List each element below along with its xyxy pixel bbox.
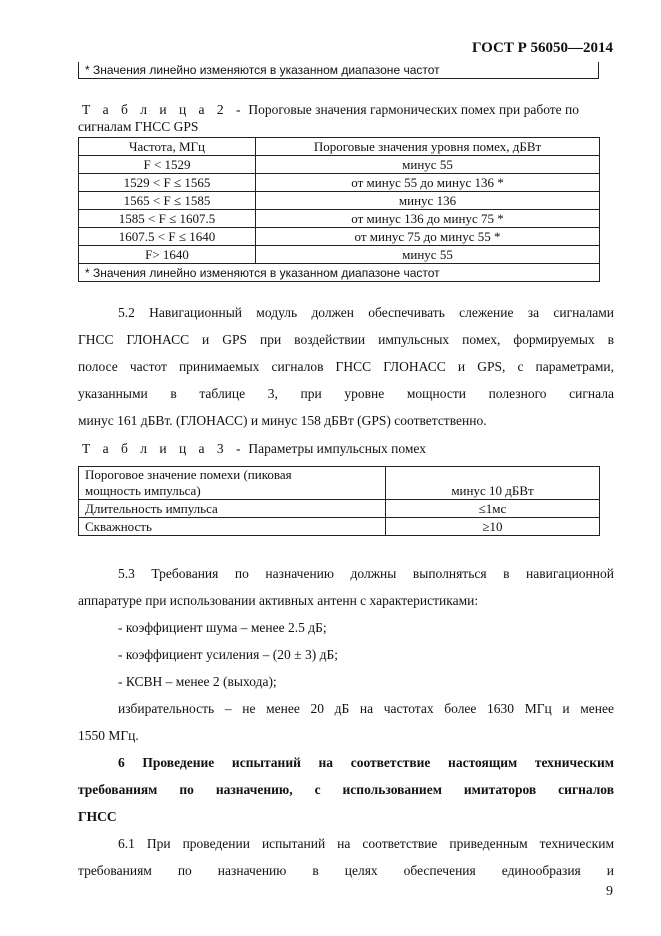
table2-caption — [82, 102, 612, 118]
table3-caption-text: Параметры импульсных помех — [248, 441, 426, 456]
parameter-cell — [79, 467, 386, 500]
antenna-characteristics-list — [78, 614, 614, 695]
frequency-cell: 1607.5 < F ≤ 1640 — [79, 228, 256, 246]
parameter-cell: Скважность — [79, 518, 386, 536]
paragraph-line: указанными в таблице 3, при уровне мощности полезного сигнала — [78, 386, 614, 401]
table-row — [79, 192, 600, 210]
frequency-cell: 1529 < F ≤ 1565 — [79, 174, 256, 192]
value-cell: минус 10 дБВт — [386, 467, 600, 500]
table-row — [79, 518, 600, 536]
heading-line: ГНСС — [78, 809, 117, 824]
paragraph-line: 5.3 Требования по назначению должны выполняться в навигационной — [118, 566, 614, 581]
frequency-cell: 1565 < F ≤ 1585 — [79, 192, 256, 210]
threshold-cell: минус 55 — [256, 246, 600, 264]
column-header: Частота, МГц — [79, 138, 256, 156]
threshold-cell: от минус 55 до минус 136 * — [256, 174, 600, 192]
value-cell: ≥10 — [386, 518, 600, 536]
parameter-name-line: Пороговое значение помехи (пиковая — [85, 467, 292, 482]
table2-caption-line2: сигналам ГНСС GPS — [78, 119, 199, 134]
table-row — [79, 246, 600, 264]
frequency-cell: F < 1529 — [79, 156, 256, 174]
parameter-name-line: мощность импульса) — [85, 483, 201, 498]
previous-table-note-text: * Значения линейно изменяются в указанном диапазоне частот — [85, 63, 440, 77]
value-cell: ≤1мс — [386, 500, 600, 518]
table3 — [78, 466, 600, 536]
paragraph-line: ГНСС ГЛОНАСС и GPS при воздействии импульсных помех, формируемых в — [78, 332, 614, 347]
table-header-row — [79, 138, 600, 156]
table2 — [78, 137, 600, 282]
heading-line: 6 Проведение испытаний на соответствие настоящим техническим — [118, 755, 614, 770]
heading-line: требованиям по назначению, с использованием имитаторов сигналов — [78, 782, 614, 797]
previous-table-note — [78, 62, 599, 79]
table3-caption — [82, 441, 426, 457]
paragraph-line: 1550 МГц. — [78, 728, 139, 743]
paragraph-line: избирательность – не менее 20 дБ на частотах более 1630 МГц и менее — [118, 701, 614, 716]
threshold-cell: минус 136 — [256, 192, 600, 210]
page-number: 9 — [606, 884, 613, 899]
column-header: Пороговые значения уровня помех, дБВт — [256, 138, 600, 156]
document-code: ГОСТ Р 56050—2014 — [471, 40, 613, 56]
paragraph-line: 5.2 Навигационный модуль должен обеспечивать слежение за сигналами — [118, 305, 614, 320]
table-row — [79, 467, 600, 500]
paragraph-line: 6.1 При проведении испытаний на соответствие приведенным техническим — [118, 836, 614, 851]
paragraph-line: аппаратуре при использовании активных антенн с характеристиками: — [78, 593, 479, 608]
paragraph-line: требованиям по назначению в целях обеспечения единообразия и — [78, 863, 614, 878]
table-row — [79, 156, 600, 174]
table-row — [79, 228, 600, 246]
table-row — [79, 500, 600, 518]
paragraph-selectivity — [78, 695, 614, 749]
table3-caption-word: Т а б л и ц а 3 - — [82, 441, 246, 456]
threshold-cell: минус 55 — [256, 156, 600, 174]
section-6-heading — [78, 749, 614, 830]
table2-caption-word: Т а б л и ц а 2 - — [82, 102, 246, 117]
table-row — [79, 174, 600, 192]
paragraph-6-1 — [78, 830, 614, 884]
paragraph-line: полосе частот принимаемых сигналов ГНСС ГЛОНАСС и GPS, с параметрами, — [78, 359, 614, 374]
frequency-cell: 1585 < F ≤ 1607.5 — [79, 210, 256, 228]
table2-note: * Значения линейно изменяются в указанном диапазоне частот — [79, 264, 600, 282]
paragraph-5-2 — [78, 299, 614, 434]
table-row — [79, 210, 600, 228]
list-item: - коэффициент усиления – (20 ± 3) дБ; — [118, 647, 338, 662]
parameter-cell: Длительность импульса — [79, 500, 386, 518]
frequency-cell: F> 1640 — [79, 246, 256, 264]
list-item: - коэффициент шума – менее 2.5 дБ; — [118, 620, 327, 635]
paragraph-5-3 — [78, 560, 614, 614]
list-item: - КСВН – менее 2 (выхода); — [118, 674, 277, 689]
threshold-cell: от минус 136 до минус 75 * — [256, 210, 600, 228]
paragraph-line: минус 161 дБВт. (ГЛОНАСС) и минус 158 дБВт (GPS) соответственно. — [78, 413, 487, 428]
table-note-row — [79, 264, 600, 282]
threshold-cell: от минус 75 до минус 55 * — [256, 228, 600, 246]
table2-caption-text: Пороговые значения гармонических помех при работе по — [248, 102, 580, 117]
